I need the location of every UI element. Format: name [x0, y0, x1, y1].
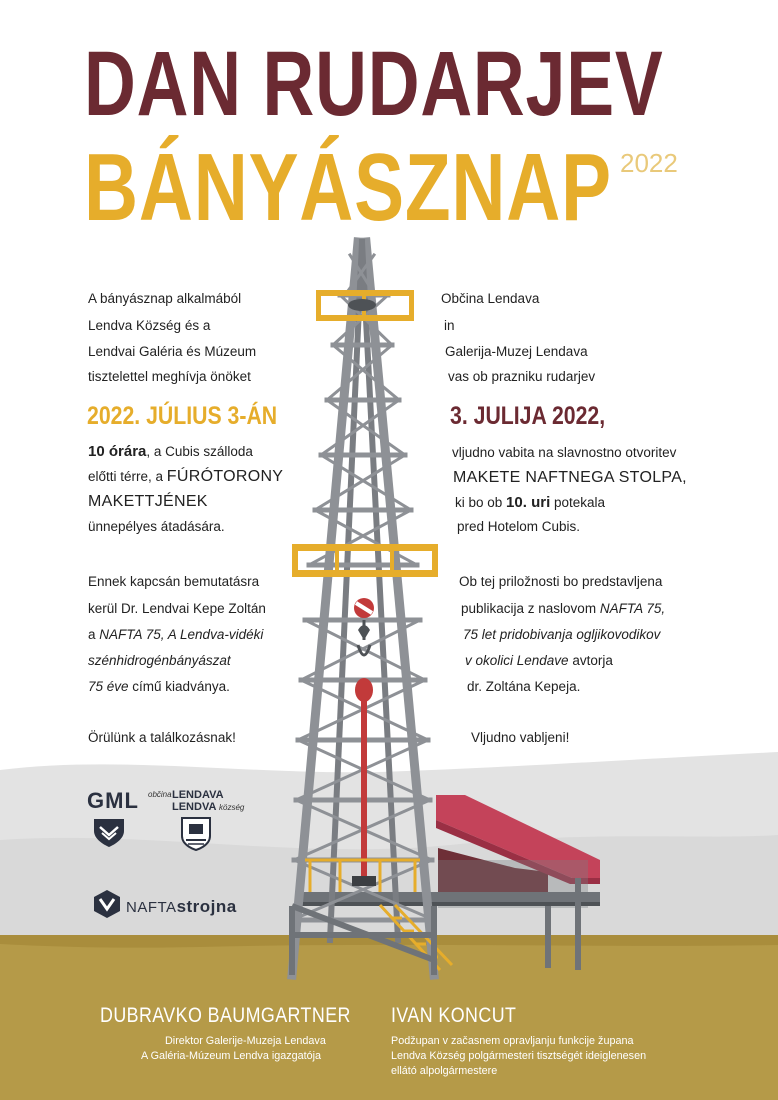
hu-pub-line4-italic: szénhidrogénbányászat — [88, 653, 231, 668]
hu-intro-line2: Lendva Község és a — [88, 318, 211, 333]
sl-closing: Vljudno vabljeni! — [471, 730, 570, 745]
hu-date: 2022. JÚLIUS 3-ÁN — [87, 402, 278, 430]
signature-role-1-line1: Direktor Galerije-Muzeja Lendava — [165, 1035, 326, 1047]
hu-place-upper: FÚRÓTORONY — [166, 468, 284, 485]
sl-pub-line4-italic: v okolici Lendave — [465, 653, 569, 668]
hu-place-prefix: előtti térre, a — [88, 469, 167, 484]
hu-place-line — [88, 469, 283, 485]
sl-model: MAKETE NAFTNEGA STOLPA, — [453, 469, 687, 486]
hu-closing: Örülünk a találkozásnak! — [88, 730, 236, 745]
hu-pub-line5-rest: című kiadványa. — [128, 679, 230, 694]
strojna-part: strojna — [176, 897, 237, 916]
sl-pub-line2-italic: NAFTA 75, — [599, 601, 666, 616]
gml-logo-text: GML — [87, 788, 139, 813]
hu-pub-line1: Ennek kapcsán bemutatásra — [88, 574, 260, 589]
lendava-logo-text: LENDAVA — [172, 789, 224, 801]
lendva-logo-text: LENDVA — [172, 801, 217, 813]
sl-pub-line4-rest: avtorja — [568, 653, 613, 668]
signature-role-2-line3: ellátó alpolgármestere — [391, 1065, 498, 1077]
hu-time-rest: , a Cubis szálloda — [146, 444, 253, 459]
sl-pub-line2-prefix: publikacija z naslovom — [461, 601, 600, 616]
naftastrojna-logo-text — [126, 898, 237, 915]
hu-model: MAKETTJÉNEK — [88, 493, 208, 510]
crown-platform — [316, 290, 414, 321]
hu-pub-line4 — [88, 654, 231, 668]
hu-pub-line3 — [88, 628, 263, 642]
hu-handover: ünnepélyes átadására. — [88, 519, 225, 534]
signature-role-2-line1: Podžupan v začasnem opravljanju funkcije župana — [391, 1035, 634, 1047]
kozseg-small-text: község — [219, 803, 245, 812]
sl-pub-line3 — [463, 628, 660, 642]
hu-pub-line3-prefix: a — [88, 627, 100, 642]
sl-intro-line3: Galerija-Muzej Lendava — [445, 344, 588, 359]
lendava-coat-of-arms-icon — [180, 816, 212, 852]
drill-pipe — [352, 678, 376, 886]
sl-place: pred Hotelom Cubis. — [457, 519, 581, 534]
sl-time-strong: 10. uri — [506, 494, 551, 511]
monkey-board — [292, 544, 438, 577]
sl-pub-line3-italic: 75 let pridobivanja ogljikovodikov — [463, 627, 661, 642]
sl-pub-line1: Ob tej priložnosti bo predstavljena — [459, 574, 663, 589]
hu-intro-line3: Lendvai Galéria és Múzeum — [88, 344, 257, 359]
obcina-small-text: občina — [148, 790, 172, 799]
sl-time-prefix: ki bo ob — [455, 495, 507, 510]
title-line1: DAN RUDARJEV — [84, 33, 664, 135]
hu-pub-line5-italic: 75 éve — [88, 679, 129, 694]
hu-pub-line5 — [88, 680, 230, 694]
hu-time-line — [88, 444, 253, 459]
hu-intro-line1: A bányásznap alkalmából — [88, 291, 242, 306]
sl-pub-line4 — [465, 654, 613, 668]
sl-pub-line5: dr. Zoltána Kepeja. — [467, 679, 581, 694]
sl-invite: vljudno vabita na slavnostno otvoritev — [452, 445, 677, 460]
signature-name-2: IVAN KONCUT — [391, 1004, 517, 1027]
sl-intro-line2: in — [444, 318, 455, 333]
title-line2: BÁNYÁSZNAP — [84, 134, 612, 241]
title-year: 2022 — [620, 148, 678, 178]
hu-intro-line4: tisztelettel meghívja önöket — [88, 369, 251, 384]
hu-pub-line3-italic: NAFTA 75, A Lendva-vidéki — [99, 627, 264, 642]
gml-emblem-icon — [92, 817, 126, 849]
sl-time-rest: potekala — [550, 495, 606, 510]
signature-role-1-line2: A Galéria-Múzeum Lendva igazgatója — [141, 1050, 322, 1062]
hu-time-strong: 10 órára — [88, 443, 147, 460]
hook-block — [354, 598, 374, 655]
signature-role-2-line2: Lendva Község polgármesteri tisztségét ideiglenesen — [391, 1050, 647, 1062]
sl-date: 3. JULIJA 2022, — [450, 402, 606, 430]
sl-intro-line4: vas ob prazniku rudarjev — [448, 369, 596, 384]
naftastrojna-logo-icon — [92, 889, 122, 919]
sl-time-line — [455, 495, 605, 510]
hu-pub-line2: kerül Dr. Lendvai Kepe Zoltán — [88, 601, 266, 616]
signature-name-1: DUBRAVKO BAUMGARTNER — [100, 1004, 351, 1027]
nafta-part: NAFTA — [126, 899, 177, 916]
sl-intro-line1: Občina Lendava — [441, 291, 540, 306]
sl-pub-line2 — [461, 602, 665, 616]
